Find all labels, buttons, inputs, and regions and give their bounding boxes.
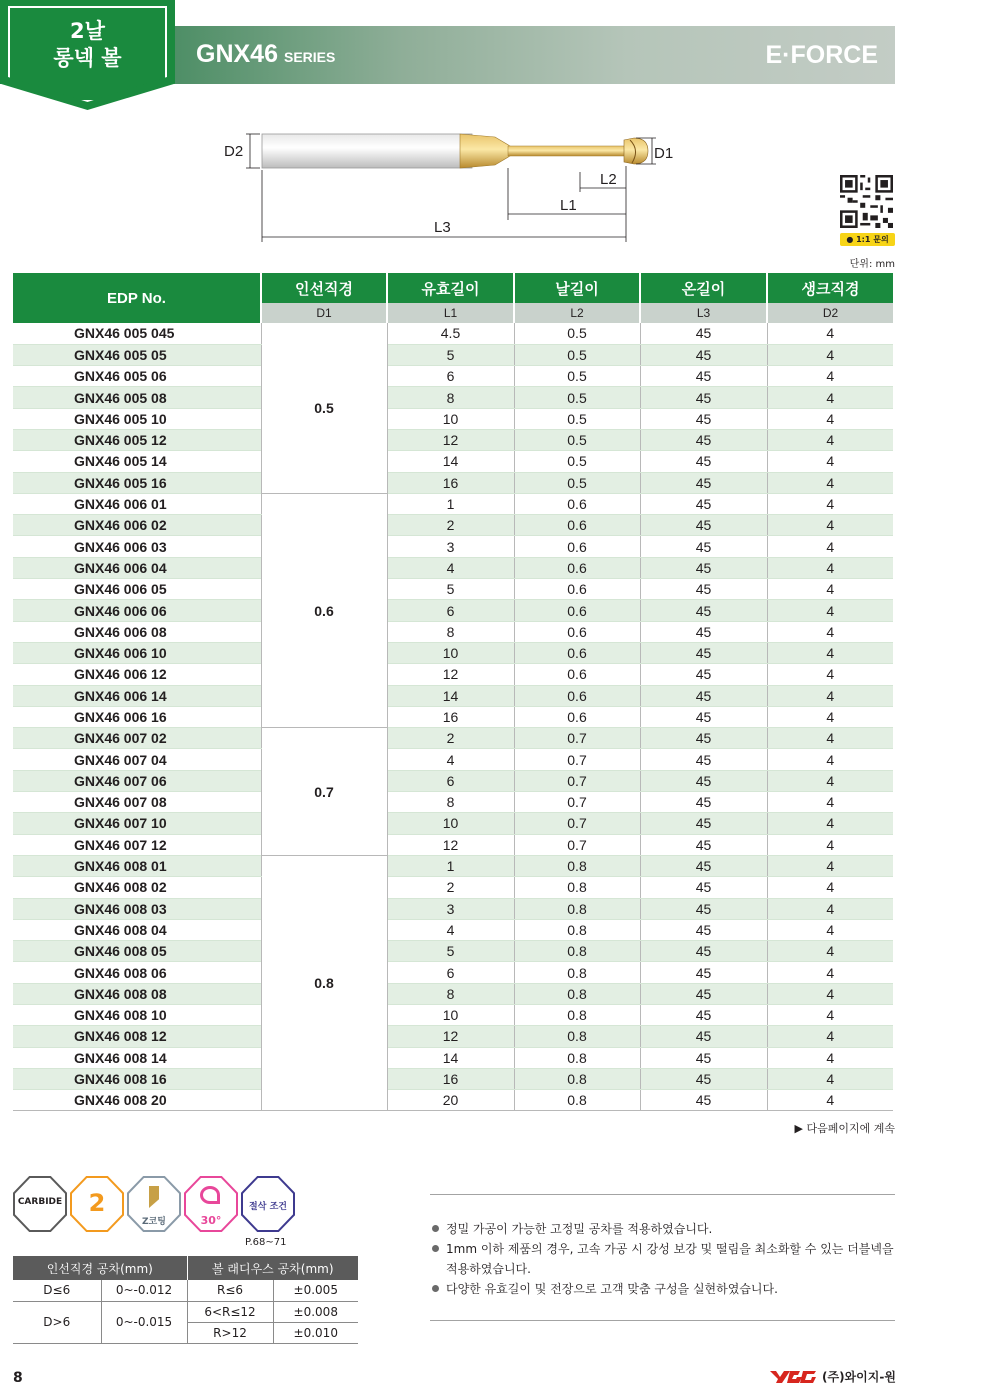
tol-r-cond: R>12 <box>187 1322 273 1343</box>
subheader-l3: L3 <box>640 303 767 323</box>
table-row <box>13 1090 893 1111</box>
table-row <box>13 770 893 791</box>
l2-cell: 0.6 <box>514 579 640 600</box>
tolerance-table <box>13 1256 358 1344</box>
table-row <box>13 749 893 770</box>
l3-cell: 45 <box>640 706 767 727</box>
page-reference[interactable]: P.68~71 <box>245 1237 287 1248</box>
d2-cell: 4 <box>767 493 893 514</box>
edp-cell: GNX46 007 10 <box>13 813 261 834</box>
tol-r-cond: 6<R≤12 <box>187 1301 273 1322</box>
neck <box>508 146 628 156</box>
d2-cell: 4 <box>767 600 893 621</box>
edp-cell: GNX46 006 10 <box>13 642 261 663</box>
carbide-label: CARBIDE <box>17 1197 63 1207</box>
tol-header-d: 인선직경 공차(mm) <box>13 1256 187 1280</box>
l1-label: L1 <box>560 197 577 214</box>
l1-cell: 6 <box>387 962 514 983</box>
edp-cell: GNX46 008 16 <box>13 1068 261 1089</box>
two-flute-icon <box>70 1176 124 1232</box>
yg1-logo <box>770 1369 818 1385</box>
coating-icon <box>127 1176 181 1232</box>
l1-cell: 16 <box>387 472 514 493</box>
l2-cell: 0.8 <box>514 1068 640 1089</box>
chat-icon: ● <box>846 235 854 244</box>
l2-cell: 0.8 <box>514 1047 640 1068</box>
d2-cell: 4 <box>767 323 893 344</box>
edp-cell: GNX46 005 14 <box>13 451 261 472</box>
table-row <box>13 664 893 685</box>
edp-cell: GNX46 008 10 <box>13 1005 261 1026</box>
l1-cell: 20 <box>387 1090 514 1111</box>
d2-cell: 4 <box>767 706 893 727</box>
d2-cell: 4 <box>767 408 893 429</box>
d2-cell: 4 <box>767 877 893 898</box>
table-row <box>13 685 893 706</box>
d2-cell: 4 <box>767 1005 893 1026</box>
l3-cell: 45 <box>640 919 767 940</box>
edp-cell: GNX46 006 02 <box>13 515 261 536</box>
d2-cell: 4 <box>767 429 893 450</box>
l1-cell: 6 <box>387 600 514 621</box>
d1-cell: 0.6 <box>261 493 387 727</box>
table-row <box>13 962 893 983</box>
edp-cell: GNX46 005 12 <box>13 429 261 450</box>
series-sub: SERIES <box>283 49 336 65</box>
l3-cell: 45 <box>640 323 767 344</box>
l2-cell: 0.8 <box>514 962 640 983</box>
l2-cell: 0.5 <box>514 472 640 493</box>
d2-cell: 4 <box>767 557 893 578</box>
helix-label: 30° <box>200 1214 222 1227</box>
l2-cell: 0.8 <box>514 919 640 940</box>
table-row <box>13 898 893 919</box>
l2-cell: 0.7 <box>514 792 640 813</box>
shank <box>262 134 472 168</box>
feature-notes <box>430 1194 895 1321</box>
table-row <box>13 429 893 450</box>
l2-cell: 0.8 <box>514 983 640 1004</box>
tol-r-cond: R≤6 <box>187 1280 273 1301</box>
l2-cell: 0.7 <box>514 749 640 770</box>
l1-cell: 4.5 <box>387 323 514 344</box>
helix-angle-icon <box>184 1176 238 1232</box>
l2-cell: 0.6 <box>514 642 640 663</box>
carbide-icon <box>13 1176 67 1232</box>
subheader-d1: D1 <box>261 303 387 323</box>
l3-cell: 45 <box>640 792 767 813</box>
l2-cell: 0.5 <box>514 451 640 472</box>
d2-cell: 4 <box>767 983 893 1004</box>
l3-cell: 45 <box>640 387 767 408</box>
table-row <box>13 813 893 834</box>
table-row <box>13 408 893 429</box>
l3-cell: 45 <box>640 728 767 749</box>
table-row <box>13 855 893 876</box>
l3-cell: 45 <box>640 600 767 621</box>
l1-cell: 2 <box>387 728 514 749</box>
tool-diagram <box>210 120 690 245</box>
l1-cell: 5 <box>387 579 514 600</box>
header-edp: EDP No. <box>13 273 261 323</box>
l1-cell: 1 <box>387 493 514 514</box>
l1-cell: 5 <box>387 344 514 365</box>
table-row <box>13 1005 893 1026</box>
d2-cell: 4 <box>767 749 893 770</box>
l3-cell: 45 <box>640 366 767 387</box>
l2-cell: 0.5 <box>514 429 640 450</box>
d2-cell: 4 <box>767 472 893 493</box>
edp-cell: GNX46 006 01 <box>13 493 261 514</box>
l2-cell: 0.7 <box>514 834 640 855</box>
l3-cell: 45 <box>640 962 767 983</box>
cutting-condition-icon[interactable] <box>241 1176 295 1232</box>
table-row <box>13 706 893 727</box>
d2-cell: 4 <box>767 685 893 706</box>
l1-cell: 16 <box>387 706 514 727</box>
l3-cell: 45 <box>640 1026 767 1047</box>
brand-name: E·FORCE <box>765 41 878 69</box>
l1-cell: 1 <box>387 855 514 876</box>
l1-cell: 14 <box>387 451 514 472</box>
edp-cell: GNX46 007 02 <box>13 728 261 749</box>
l2-cell: 0.5 <box>514 344 640 365</box>
header-l3: 온길이 <box>640 273 767 303</box>
edp-cell: GNX46 005 10 <box>13 408 261 429</box>
l2-cell: 0.6 <box>514 685 640 706</box>
edp-cell: GNX46 008 01 <box>13 855 261 876</box>
series-name: GNX46 <box>196 40 278 68</box>
l2-cell: 0.6 <box>514 493 640 514</box>
edp-cell: GNX46 005 16 <box>13 472 261 493</box>
header-d1: 인선직경 <box>261 273 387 303</box>
edp-cell: GNX46 007 08 <box>13 792 261 813</box>
d2-cell: 4 <box>767 387 893 408</box>
d2-cell: 4 <box>767 1090 893 1111</box>
d2-cell: 4 <box>767 344 893 365</box>
edp-cell: GNX46 006 05 <box>13 579 261 600</box>
l3-cell: 45 <box>640 429 767 450</box>
l2-cell: 0.5 <box>514 387 640 408</box>
l3-cell: 45 <box>640 1090 767 1111</box>
spec-table <box>13 273 893 1111</box>
header-d2: 생크직경 <box>767 273 893 303</box>
edp-cell: GNX46 005 045 <box>13 323 261 344</box>
d1-cell: 0.5 <box>261 323 387 493</box>
edp-cell: GNX46 008 03 <box>13 898 261 919</box>
d2-cell: 4 <box>767 919 893 940</box>
l3-cell: 45 <box>640 515 767 536</box>
l2-cell: 0.6 <box>514 536 640 557</box>
table-row <box>13 344 893 365</box>
note-item: 정밀 가공이 가능한 고정밀 공차를 적용하였습니다. <box>430 1219 895 1239</box>
coating-label: Z코팅 <box>142 1217 166 1227</box>
l3-cell: 45 <box>640 642 767 663</box>
d2-cell: 4 <box>767 1047 893 1068</box>
category-badge-text <box>0 18 175 72</box>
l1-cell: 4 <box>387 557 514 578</box>
l1-cell: 14 <box>387 685 514 706</box>
qr-label-text: 1:1 문의 <box>856 235 889 244</box>
l1-cell: 12 <box>387 664 514 685</box>
l2-cell: 0.6 <box>514 621 640 642</box>
l1-cell: 12 <box>387 1026 514 1047</box>
edp-cell: GNX46 006 12 <box>13 664 261 685</box>
l1-cell: 6 <box>387 770 514 791</box>
edp-cell: GNX46 006 04 <box>13 557 261 578</box>
table-row <box>13 579 893 600</box>
l1-cell: 2 <box>387 515 514 536</box>
edp-cell: GNX46 005 08 <box>13 387 261 408</box>
l2-cell: 0.7 <box>514 770 640 791</box>
l1-cell: 10 <box>387 408 514 429</box>
subheader-d2: D2 <box>767 303 893 323</box>
company-name: (주)와이지-원 <box>822 1370 896 1384</box>
qr-code[interactable] <box>840 175 893 228</box>
l2-cell: 0.7 <box>514 728 640 749</box>
l2-cell: 0.6 <box>514 664 640 685</box>
table-row <box>13 877 893 898</box>
header-l1: 유효길이 <box>387 273 514 303</box>
d2-cell: 4 <box>767 579 893 600</box>
d2-cell: 4 <box>767 451 893 472</box>
l3-cell: 45 <box>640 557 767 578</box>
tol-r-value: ±0.010 <box>273 1322 358 1343</box>
l3-cell: 45 <box>640 770 767 791</box>
d2-cell: 4 <box>767 941 893 962</box>
d2-cell: 4 <box>767 770 893 791</box>
l2-cell: 0.8 <box>514 1026 640 1047</box>
spec-table-body <box>13 323 893 1111</box>
table-row <box>13 451 893 472</box>
l1-cell: 8 <box>387 621 514 642</box>
table-row <box>13 600 893 621</box>
table-row <box>13 536 893 557</box>
l3-cell: 45 <box>640 813 767 834</box>
table-row <box>13 834 893 855</box>
l3-cell: 45 <box>640 685 767 706</box>
l3-cell: 45 <box>640 472 767 493</box>
d1-label: D1 <box>654 145 674 162</box>
l2-cell: 0.5 <box>514 408 640 429</box>
edp-cell: GNX46 007 06 <box>13 770 261 791</box>
l3-cell: 45 <box>640 1005 767 1026</box>
l3-cell: 45 <box>640 1047 767 1068</box>
l1-cell: 2 <box>387 877 514 898</box>
table-row <box>13 557 893 578</box>
table-row <box>13 493 893 514</box>
edp-cell: GNX46 008 06 <box>13 962 261 983</box>
l2-cell: 0.8 <box>514 1090 640 1111</box>
l1-cell: 10 <box>387 1005 514 1026</box>
d2-cell: 4 <box>767 834 893 855</box>
l3-cell: 45 <box>640 493 767 514</box>
d2-cell: 4 <box>767 792 893 813</box>
l1-cell: 10 <box>387 642 514 663</box>
subheader-l2: L2 <box>514 303 640 323</box>
edp-cell: GNX46 008 20 <box>13 1090 261 1111</box>
table-row <box>13 472 893 493</box>
l1-cell: 4 <box>387 749 514 770</box>
l1-cell: 12 <box>387 429 514 450</box>
edp-cell: GNX46 006 14 <box>13 685 261 706</box>
edp-cell: GNX46 008 12 <box>13 1026 261 1047</box>
l1-cell: 16 <box>387 1068 514 1089</box>
d2-cell: 4 <box>767 728 893 749</box>
badge-line-2: 롱넥 볼 <box>53 46 122 70</box>
l1-cell: 8 <box>387 983 514 1004</box>
l2-cell: 0.6 <box>514 600 640 621</box>
note-item: 다양한 유효길이 및 전장으로 고객 맞춤 구성을 실현하였습니다. <box>430 1279 895 1299</box>
d2-cell: 4 <box>767 1026 893 1047</box>
table-row <box>13 515 893 536</box>
tol-d-value: 0~-0.015 <box>101 1301 187 1343</box>
table-row <box>13 323 893 344</box>
l2-cell: 0.6 <box>514 515 640 536</box>
d2-cell: 4 <box>767 962 893 983</box>
edp-cell: GNX46 006 16 <box>13 706 261 727</box>
l2-cell: 0.8 <box>514 898 640 919</box>
d2-cell: 4 <box>767 855 893 876</box>
l2-cell: 0.8 <box>514 855 640 876</box>
l3-cell: 45 <box>640 1068 767 1089</box>
l1-cell: 4 <box>387 919 514 940</box>
subheader-l1: L1 <box>387 303 514 323</box>
l3-cell: 45 <box>640 408 767 429</box>
l3-cell: 45 <box>640 983 767 1004</box>
l2-cell: 0.5 <box>514 323 640 344</box>
d2-label: D2 <box>224 143 244 160</box>
note-item: 1mm 이하 제품의 경우, 고속 가공 시 강성 보강 및 떨림을 최소화할 수 있는 더블넥을 적용하였습니다. <box>430 1239 895 1279</box>
l1-cell: 8 <box>387 387 514 408</box>
edp-cell: GNX46 008 04 <box>13 919 261 940</box>
series-title <box>196 40 335 69</box>
tol-r-value: ±0.005 <box>273 1280 358 1301</box>
qr-inquiry-label[interactable] <box>840 233 895 246</box>
l1-cell: 5 <box>387 941 514 962</box>
d2-cell: 4 <box>767 621 893 642</box>
d1-cell: 0.8 <box>261 855 387 1111</box>
unit-label: 단위: mm <box>849 259 895 270</box>
d2-cell: 4 <box>767 664 893 685</box>
l2-cell: 0.8 <box>514 1005 640 1026</box>
l3-cell: 45 <box>640 749 767 770</box>
l2-cell: 0.5 <box>514 366 640 387</box>
d2-cell: 4 <box>767 536 893 557</box>
table-row <box>13 1047 893 1068</box>
table-row <box>13 1068 893 1089</box>
l3-cell: 45 <box>640 898 767 919</box>
tol-d-cond: D≤6 <box>13 1280 101 1301</box>
l2-cell: 0.6 <box>514 706 640 727</box>
l2-label: L2 <box>600 171 617 188</box>
d2-cell: 4 <box>767 642 893 663</box>
l1-cell: 12 <box>387 834 514 855</box>
l3-cell: 45 <box>640 664 767 685</box>
edp-cell: GNX46 005 06 <box>13 366 261 387</box>
l2-cell: 0.7 <box>514 813 640 834</box>
table-row <box>13 621 893 642</box>
flute-count-label: 2 <box>88 1189 106 1217</box>
table-row <box>13 387 893 408</box>
page-number: 8 <box>13 1370 23 1386</box>
l3-cell: 45 <box>640 536 767 557</box>
l1-cell: 14 <box>387 1047 514 1068</box>
cutting-label-2: 조건 <box>269 1202 287 1212</box>
table-row <box>13 1026 893 1047</box>
l1-cell: 10 <box>387 813 514 834</box>
table-row <box>13 642 893 663</box>
tol-d-value: 0~-0.012 <box>101 1280 187 1301</box>
l3-cell: 45 <box>640 877 767 898</box>
tol-r-value: ±0.008 <box>273 1301 358 1322</box>
tol-d-cond: D>6 <box>13 1301 101 1343</box>
edp-cell: GNX46 008 14 <box>13 1047 261 1068</box>
d2-cell: 4 <box>767 1068 893 1089</box>
tol-header-r: 볼 래디우스 공차(mm) <box>187 1256 358 1280</box>
table-row <box>13 941 893 962</box>
l2-cell: 0.8 <box>514 877 640 898</box>
d2-cell: 4 <box>767 366 893 387</box>
l1-cell: 3 <box>387 536 514 557</box>
edp-cell: GNX46 008 02 <box>13 877 261 898</box>
l2-cell: 0.6 <box>514 557 640 578</box>
edp-cell: GNX46 006 08 <box>13 621 261 642</box>
l3-cell: 45 <box>640 621 767 642</box>
table-row <box>13 792 893 813</box>
l3-cell: 45 <box>640 579 767 600</box>
edp-cell: GNX46 008 08 <box>13 983 261 1004</box>
edp-cell: GNX46 007 12 <box>13 834 261 855</box>
d2-cell: 4 <box>767 898 893 919</box>
l3-cell: 45 <box>640 941 767 962</box>
l3-cell: 45 <box>640 834 767 855</box>
edp-cell: GNX46 007 04 <box>13 749 261 770</box>
d2-cell: 4 <box>767 515 893 536</box>
l3-label: L3 <box>434 219 451 236</box>
edp-cell: GNX46 008 05 <box>13 941 261 962</box>
edp-cell: GNX46 006 03 <box>13 536 261 557</box>
l3-cell: 45 <box>640 451 767 472</box>
table-row <box>13 728 893 749</box>
table-row <box>13 983 893 1004</box>
edp-cell: GNX46 005 05 <box>13 344 261 365</box>
table-row <box>13 919 893 940</box>
l1-cell: 6 <box>387 366 514 387</box>
header-l2: 날길이 <box>514 273 640 303</box>
l1-cell: 3 <box>387 898 514 919</box>
l2-cell: 0.8 <box>514 941 640 962</box>
neck-taper <box>460 134 510 168</box>
table-row <box>13 366 893 387</box>
l1-cell: 8 <box>387 792 514 813</box>
edp-cell: GNX46 006 06 <box>13 600 261 621</box>
badge-line-1: 2날 <box>70 19 105 43</box>
continue-note: ▶ 다음페이지에 계속 <box>794 1122 895 1135</box>
l3-cell: 45 <box>640 344 767 365</box>
d2-cell: 4 <box>767 813 893 834</box>
l3-cell: 45 <box>640 855 767 876</box>
cutting-label-1: 절삭 <box>249 1202 267 1212</box>
d1-cell: 0.7 <box>261 728 387 856</box>
